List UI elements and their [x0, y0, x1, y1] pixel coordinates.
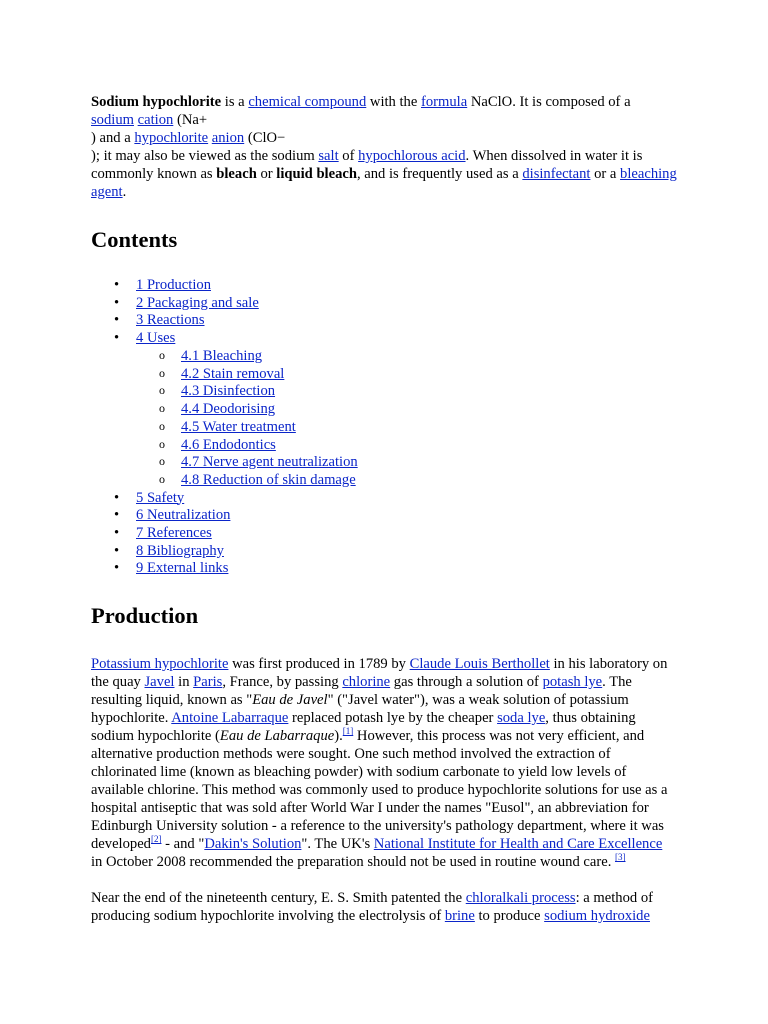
body-text: ". The UK's — [301, 836, 374, 852]
term-bleach: bleach — [216, 166, 257, 182]
body-text: to produce — [474, 908, 545, 924]
link-sodium[interactable]: sodium — [91, 112, 134, 128]
toc-item — [136, 542, 677, 560]
link-bleaching-agent[interactable]: bleaching agent — [91, 166, 677, 200]
term-eau-de-javel: Eau de Javel — [252, 692, 328, 708]
toc-link-deodorising[interactable]: 4.4 Deodorising — [181, 401, 276, 418]
link-anion[interactable]: anion — [211, 130, 245, 146]
toc-subitem — [181, 382, 677, 400]
toc-item — [136, 329, 677, 489]
toc-link-bibliography[interactable]: 8 Bibliography — [136, 542, 224, 559]
link-hypochlorite[interactable]: hypochlorite — [134, 130, 209, 146]
citation-1 — [343, 726, 354, 736]
term-eau-de-labarraque: Eau de Labarraque — [219, 728, 335, 744]
link-dakins-solution[interactable]: Dakin's Solution — [204, 836, 302, 852]
term-liquid-bleach: liquid bleach — [276, 166, 357, 182]
toc-link-references[interactable]: 7 References — [136, 524, 212, 541]
toc-link-nerve-agent[interactable]: 4.7 Nerve agent neutralization — [181, 454, 358, 471]
production-paragraph-2 — [91, 889, 677, 925]
toc-link-endodontics[interactable]: 4.6 Endodontics — [181, 436, 276, 453]
toc-link-external-links[interactable]: 9 External links — [136, 560, 229, 577]
link-soda-lye[interactable]: soda lye — [497, 710, 546, 726]
toc-subitem — [181, 436, 677, 454]
intro-text: with the — [366, 94, 421, 110]
citation-link-2[interactable]: [2] — [150, 834, 162, 844]
intro-text: . When dissolved in water it is commonly known as — [91, 148, 643, 182]
table-of-contents — [91, 276, 677, 577]
body-text: " ("Javel water"), was a weak solution of potassium hypochlorite. — [91, 692, 629, 726]
toc-link-production[interactable]: 1 Production — [136, 277, 211, 293]
intro-text: is a — [221, 94, 249, 110]
toc-subitem — [181, 471, 677, 489]
intro-text: NaClO. It is composed of a — [467, 94, 631, 110]
toc-item — [136, 489, 677, 507]
link-brine[interactable]: brine — [444, 908, 475, 924]
article-title-bold: Sodium hypochlorite — [91, 94, 222, 110]
body-text: ). — [334, 728, 343, 744]
body-text: Near the end of the nineteenth century, E. S. Smith patented the — [91, 890, 466, 906]
body-text: - and " — [161, 836, 205, 852]
intro-text: or — [256, 166, 277, 182]
intro-text: (ClO− — [244, 130, 286, 146]
toc-item — [136, 506, 677, 524]
intro-text: or a — [590, 166, 621, 182]
contents-heading: Contents — [91, 227, 178, 252]
citation-link-1[interactable]: [1] — [342, 726, 354, 736]
link-labarraque[interactable]: Antoine Labarraque — [171, 710, 289, 726]
toc-link-packaging[interactable]: 2 Packaging and sale — [136, 294, 259, 311]
link-paris[interactable]: Paris — [193, 674, 223, 690]
intro-text: ) and a — [91, 130, 135, 146]
toc-sublist — [136, 347, 677, 489]
production-heading: Production — [91, 603, 199, 628]
link-cation[interactable]: cation — [137, 112, 174, 128]
toc-subitem — [181, 400, 677, 418]
link-formula[interactable]: formula — [421, 94, 468, 110]
link-javel[interactable]: Javel — [144, 674, 175, 690]
link-chlorine[interactable]: chlorine — [342, 674, 391, 690]
toc-link-reactions[interactable]: 3 Reactions — [136, 312, 205, 329]
citation-2 — [151, 834, 162, 844]
toc-item — [136, 294, 677, 312]
toc-link-neutralization[interactable]: 6 Neutralization — [136, 507, 231, 524]
toc-item — [136, 311, 677, 329]
toc-link-uses[interactable]: 4 Uses — [136, 330, 176, 347]
toc-subitem — [181, 365, 677, 383]
link-sodium-hydroxide[interactable]: sodium hydroxide — [544, 908, 650, 924]
link-potash-lye[interactable]: potash lye — [542, 674, 603, 690]
link-disinfectant[interactable]: disinfectant — [522, 166, 591, 182]
link-berthollet[interactable]: Claude Louis Berthollet — [409, 656, 550, 672]
toc-subitem — [181, 453, 677, 471]
production-paragraph-1 — [91, 655, 677, 871]
intro-text: . — [122, 184, 127, 200]
intro-text: , and is frequently used as a — [356, 166, 523, 182]
link-hypochlorous-acid[interactable]: hypochlorous acid — [358, 148, 466, 164]
toc-link-water-treatment[interactable]: 4.5 Water treatment — [181, 418, 296, 435]
toc-subitem — [181, 418, 677, 436]
body-text: replaced potash lye by the cheaper — [288, 710, 498, 726]
link-salt[interactable]: salt — [318, 148, 339, 164]
link-potassium-hypochlorite[interactable]: Potassium hypochlorite — [91, 656, 229, 672]
citation-link-3[interactable]: [3] — [615, 852, 626, 862]
body-text: in his laboratory on the quay — [91, 656, 668, 690]
toc-link-bleaching[interactable]: 4.1 Bleaching — [181, 348, 263, 365]
body-text: , France, by passing — [222, 674, 343, 690]
body-text: in October 2008 recommended the preparation should not be used in routine wound care. — [91, 854, 616, 870]
toc-subitem — [181, 347, 677, 365]
body-text: However, this process was not very efficient, and alternative production methods were sought. One such method involved the extraction of chlorinated lime (known as bleaching powder) with sodium carbonate to yield low levels of available chlorine. This method was commonly used to produce hypochlorite solutions for use as a hospital antiseptic that was sold after World War I under the names "Eusol", an abbreviation for Edinburgh University solution - a reference to the university's pathology department, where it was developed — [91, 728, 668, 852]
body-text: was first produced in 1789 by — [228, 656, 410, 672]
intro-text: of — [338, 148, 359, 164]
body-text: , thus obtaining sodium hypochlorite ( — [91, 710, 636, 744]
body-text: . The resulting liquid, known as " — [91, 674, 632, 708]
intro-paragraph — [91, 93, 677, 201]
toc-item — [136, 276, 677, 294]
intro-text: (Na+ — [173, 112, 208, 128]
toc-link-safety[interactable]: 5 Safety — [136, 489, 185, 506]
intro-text: ); it may also be viewed as the sodium — [91, 148, 319, 164]
toc-link-skin-damage[interactable]: 4.8 Reduction of skin damage — [181, 471, 356, 488]
toc-item — [136, 559, 677, 577]
link-chemical-compound[interactable]: chemical compound — [248, 94, 367, 110]
body-text: gas through a solution of — [390, 674, 543, 690]
body-text: : a method of producing sodium hypochlorite involving the electrolysis of — [91, 890, 653, 924]
toc-link-stain-removal[interactable]: 4.2 Stain removal — [181, 365, 285, 382]
toc-link-disinfection[interactable]: 4.3 Disinfection — [181, 383, 276, 400]
citation-3 — [615, 852, 626, 862]
body-text: in — [174, 674, 194, 690]
link-chloralkali-process[interactable]: chloralkali process — [465, 890, 576, 906]
toc-item — [136, 524, 677, 542]
link-nice[interactable]: National Institute for Health and Care Excellence — [373, 836, 663, 852]
